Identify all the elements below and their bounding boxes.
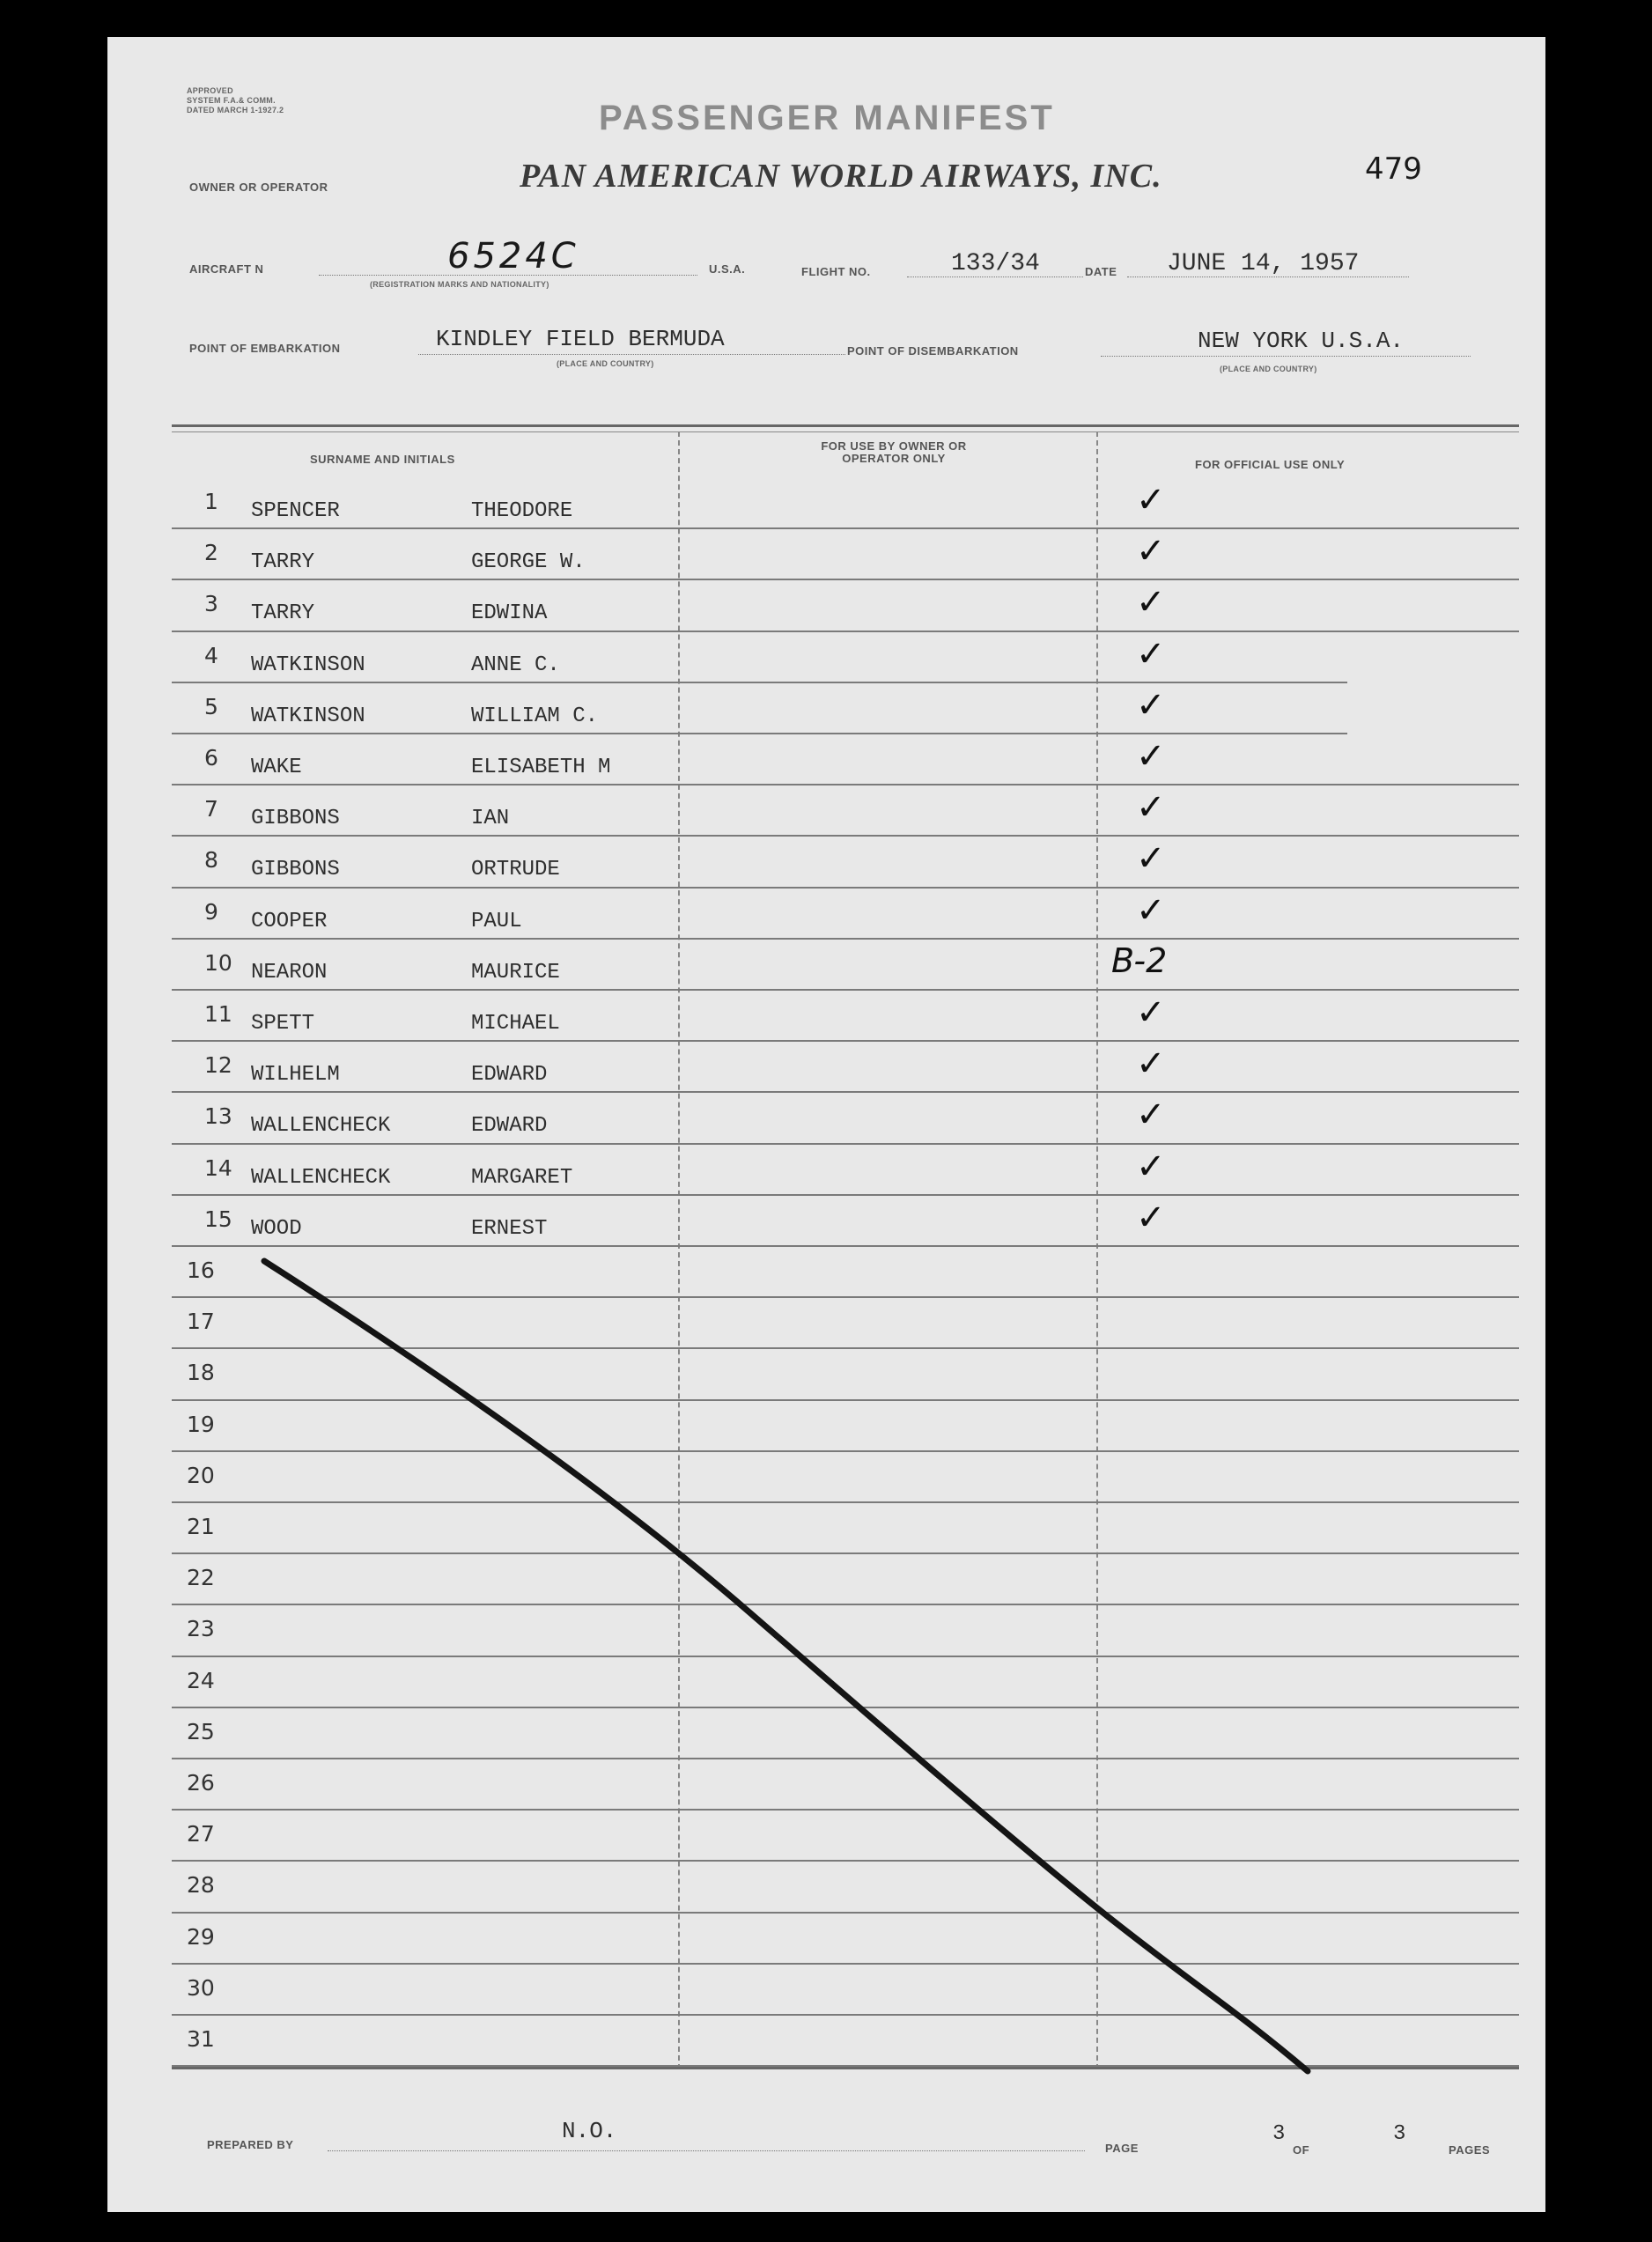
prepared-value: N.O. [562, 2118, 617, 2144]
official-check-icon: ✓ [1136, 633, 1166, 675]
surname-cell: WALLENCHECK [251, 1114, 391, 1139]
surname-cell: WALLENCHECK [251, 1165, 391, 1190]
surname-cell: SPENCER [251, 499, 340, 523]
official-check-icon: ✓ [1136, 992, 1166, 1033]
row-number: 14 [204, 1154, 232, 1181]
row-number: 23 [187, 1616, 215, 1642]
row-number: 18 [187, 1360, 215, 1386]
official-check-icon: ✓ [1136, 736, 1166, 777]
initials-cell: ORTRUDE [471, 858, 560, 882]
surname-cell: NEARON [251, 960, 328, 985]
official-check-icon: ✓ [1136, 582, 1166, 623]
official-check-icon: ✓ [1136, 1146, 1166, 1187]
surname-cell: WOOD [251, 1216, 302, 1241]
official-check-icon: ✓ [1136, 1095, 1166, 1136]
official-check-icon: ✓ [1136, 787, 1166, 829]
initials-cell: ANNE C. [471, 653, 560, 677]
row-number: 4 [204, 642, 218, 668]
surname-cell: GIBBONS [251, 807, 340, 831]
aircraft-sub: (REGISTRATION MARKS AND NATIONALITY) [370, 280, 549, 289]
row-number: 24 [187, 1667, 215, 1693]
row-number: 29 [187, 1923, 215, 1950]
operator-name: PAN AMERICAN WORLD AIRWAYS, INC. [520, 158, 1162, 195]
page-number: 479 [1365, 151, 1422, 187]
row-number: 26 [187, 1770, 215, 1796]
official-check-icon: ✓ [1136, 1044, 1166, 1085]
initials-cell: WILLIAM C. [471, 704, 599, 728]
date-value: JUNE 14, 1957 [1167, 250, 1360, 277]
official-check-icon: ✓ [1136, 684, 1166, 726]
col-header-surname: SURNAME AND INITIALS [310, 453, 455, 466]
page-title: PASSENGER MANIFEST [599, 99, 1055, 137]
page-value: 3 [1272, 2122, 1286, 2146]
initials-cell: THEODORE [471, 499, 573, 523]
row-number: 30 [187, 1974, 215, 2001]
row-number: 1 [204, 489, 218, 514]
row-number: 20 [187, 1462, 215, 1488]
initials-cell: IAN [471, 807, 510, 831]
initials-cell: MICHAEL [471, 1012, 560, 1036]
row-number: 13 [204, 1103, 232, 1130]
row-number: 6 [204, 745, 218, 771]
official-check-icon: ✓ [1136, 1197, 1166, 1238]
row-number: 31 [187, 2026, 215, 2052]
row-number: 22 [187, 1565, 215, 1591]
initials-cell: EDWARD [471, 1114, 548, 1139]
initials-cell: GEORGE W. [471, 550, 586, 575]
row-number: 25 [187, 1718, 215, 1744]
surname-cell: WATKINSON [251, 704, 365, 728]
prepared-label: PREPARED BY [207, 2138, 294, 2151]
disembark-sub: (PLACE AND COUNTRY) [1220, 365, 1317, 373]
date-label: DATE [1085, 265, 1117, 278]
of-value: 3 [1393, 2122, 1406, 2146]
official-check-icon: ✓ [1136, 480, 1166, 520]
surname-cell: TARRY [251, 601, 315, 626]
flight-value: 133/34 [951, 250, 1040, 277]
row-number: 17 [187, 1309, 215, 1335]
official-check-icon: ✓ [1136, 889, 1166, 931]
official-check-icon: ✓ [1136, 531, 1166, 572]
embark-label: POINT OF EMBARKATION [189, 342, 341, 355]
initials-cell: EDWARD [471, 1063, 548, 1088]
disembark-label: POINT OF DISEMBARKATION [847, 344, 1019, 358]
embark-value: KINDLEY FIELD BERMUDA [436, 326, 725, 352]
row-number: 12 [204, 1052, 232, 1079]
row-number: 27 [187, 1821, 215, 1847]
row-number: 8 [204, 847, 218, 874]
aircraft-value: 6524C [447, 236, 579, 277]
row-number: 15 [204, 1206, 232, 1232]
row-number: 5 [204, 693, 218, 719]
col-header-official: FOR OFFICIAL USE ONLY [1195, 458, 1346, 471]
page-label: PAGE [1105, 2142, 1139, 2155]
flight-label: FLIGHT NO. [801, 265, 871, 278]
row-number: 19 [187, 1411, 215, 1437]
surname-cell: SPETT [251, 1012, 315, 1036]
initials-cell: PAUL [471, 909, 522, 933]
surname-cell: WILHELM [251, 1063, 340, 1088]
usa-label: U.S.A. [709, 262, 746, 276]
surname-cell: TARRY [251, 550, 315, 575]
owner-label: OWNER OR OPERATOR [189, 181, 328, 194]
initials-cell: EDWINA [471, 601, 548, 626]
surname-cell: WATKINSON [251, 653, 365, 677]
row-number: 9 [204, 898, 218, 925]
initials-cell: MARGARET [471, 1165, 573, 1190]
embark-sub: (PLACE AND COUNTRY) [557, 359, 654, 368]
of-label: OF [1293, 2143, 1310, 2157]
row-number: 7 [204, 796, 218, 822]
pages-label: PAGES [1449, 2143, 1491, 2157]
aircraft-label: AIRCRAFT N [189, 262, 264, 276]
row-number: 2 [204, 540, 218, 566]
row-number: 16 [187, 1257, 215, 1283]
row-number: 3 [204, 591, 218, 617]
official-check-icon: ✓ [1136, 838, 1166, 880]
disembark-value: NEW YORK U.S.A. [1198, 328, 1405, 354]
initials-cell: ELISABETH M [471, 756, 611, 779]
surname-cell: GIBBONS [251, 858, 340, 882]
col-header-owner: FOR USE BY OWNER OR OPERATOR ONLY [821, 439, 967, 465]
row-number: 11 [204, 1001, 232, 1027]
surname-cell: COOPER [251, 909, 328, 933]
approval-stamp: APPROVED SYSTEM F.A.& COMM. DATED MARCH 1-1927.2 [187, 86, 284, 114]
row-number: 21 [187, 1514, 215, 1539]
row-number: 10 [204, 949, 232, 976]
prepared-line [328, 2150, 1085, 2151]
surname-cell: WAKE [251, 756, 302, 779]
initials-cell: MAURICE [471, 960, 560, 985]
official-note: B-2 [1111, 940, 1168, 980]
initials-cell: ERNEST [471, 1216, 548, 1241]
row-number: 28 [187, 1872, 215, 1899]
